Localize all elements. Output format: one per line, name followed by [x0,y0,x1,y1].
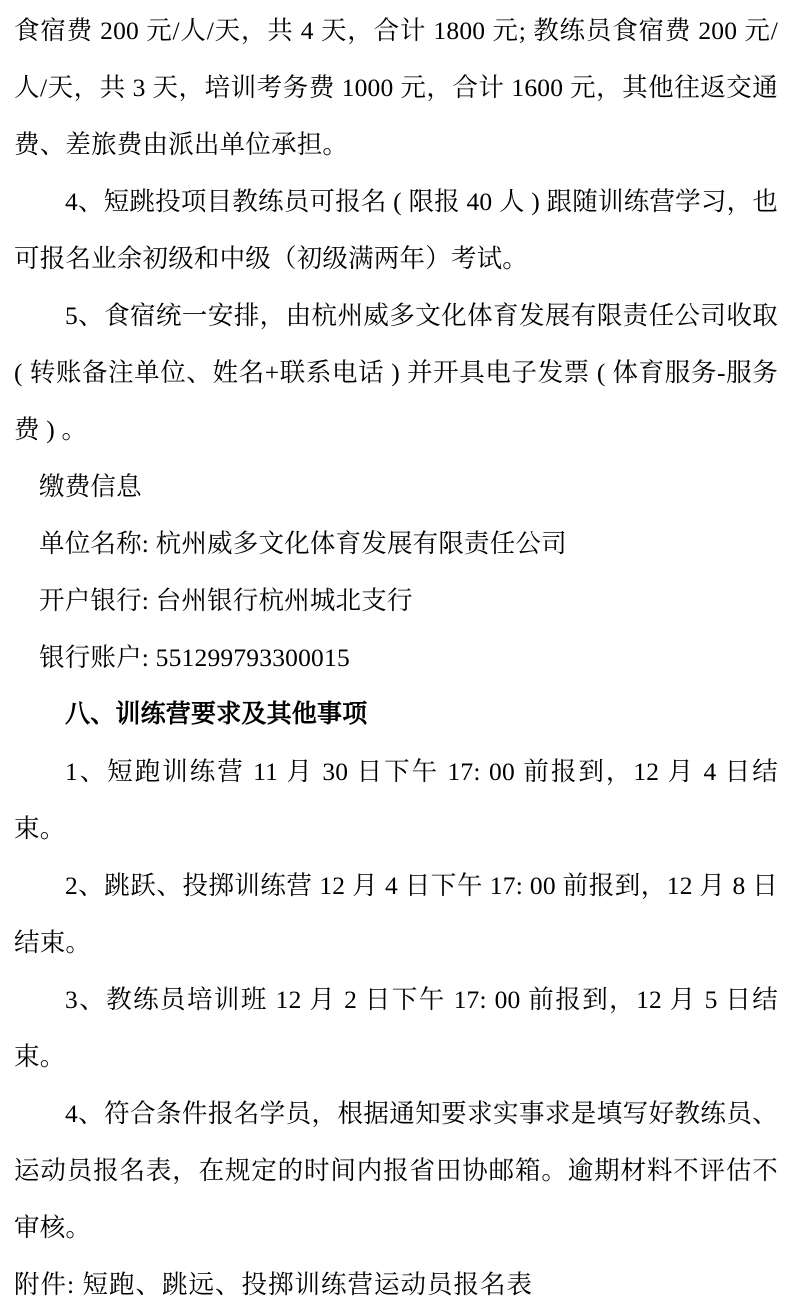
paragraph-attachment: 附件: 短跑、跳远、投掷训练营运动员报名表 [14,1270,533,1299]
paragraph-lodging-fee: 食宿费 200 元/人/天，共 4 天，合计 1800 元; 教练员食宿费 200 元/人/天，共 3 天，培训考务费 1000 元，合计 1600 元，其他往返交通费、差旅费由派出单位承担。 [14,16,778,159]
document-body [14,0,785,1313]
paragraph-item-4-registration-form: 4、符合条件报名学员，根据通知要求实事求是填写好教练员、运动员报名表，在规定的时间内报省田协邮箱。逾期材料不评估不审核。 [14,1099,778,1242]
paragraph-item-4-coach-signup: 4、短跳投项目教练员可报名 ( 限报 40 人 ) 跟随训练营学习，也可报名业余初级和中级（初级满两年）考试。 [14,187,778,273]
paragraph-item-1-sprint-camp: 1、短跑训练营 11 月 30 日下午 17: 00 前报到，12 月 4 日结束。 [14,757,778,843]
paragraph-item-3-coach-training: 3、教练员培训班 12 月 2 日下午 17: 00 前报到，12 月 5 日结束。 [14,985,778,1071]
paragraph-bank-name: 开户银行: 台州银行杭州城北支行 [39,586,413,615]
heading-section-8: 八、训练营要求及其他事项 [65,700,368,728]
paragraph-company-name: 单位名称: 杭州威多文化体育发展有限责任公司 [39,529,567,558]
paragraph-payment-info-title: 缴费信息 [39,472,142,501]
paragraph-item-2-jump-throw-camp: 2、跳跃、投掷训练营 12 月 4 日下午 17: 00 前报到，12 月 8 日结束。 [14,871,778,957]
paragraph-item-5-lodging-arrangement: 5、食宿统一安排，由杭州威多文化体育发展有限责任公司收取 ( 转账备注单位、姓名+联系电话 ) 并开具电子发票 ( 体育服务-服务费 ) 。 [14,301,785,444]
paragraph-bank-account: 银行账户: 551299793300015 [39,643,350,672]
